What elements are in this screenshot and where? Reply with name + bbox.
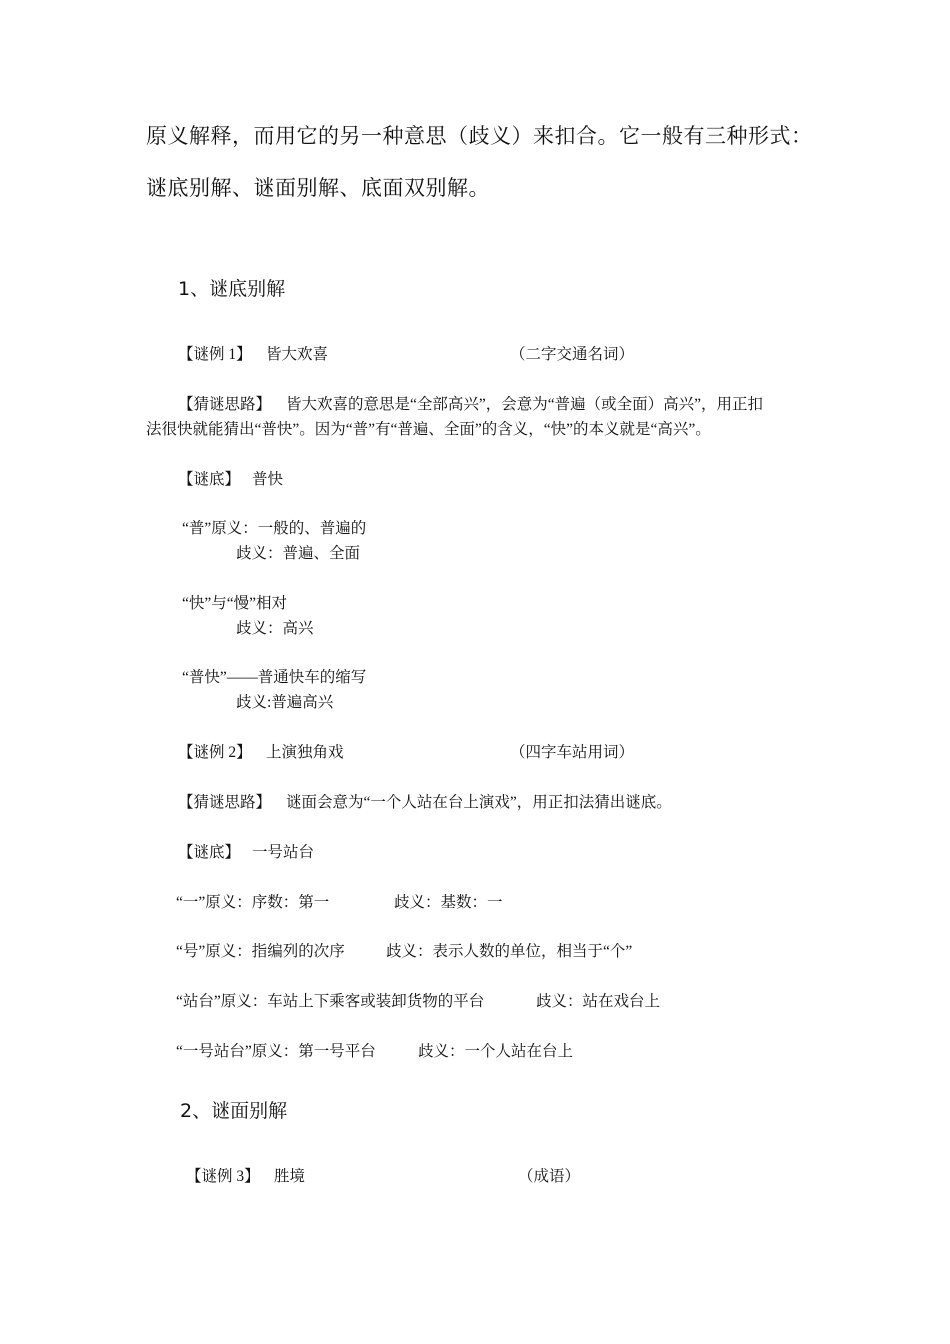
example-1-riddle: 皆大欢喜 [266, 346, 329, 363]
note-hao-ambiguity: 歧义：表示人数的单位，相当于“个” [386, 943, 633, 960]
example-3-riddle: 胜境 [274, 1168, 306, 1185]
example-1-approach-label: 【猜谜思路】 [178, 396, 272, 413]
example-2-label: 【谜例 2】 [178, 744, 252, 761]
note-yihaozhantai-original: “一号站台”原义：第一号平台 [176, 1043, 376, 1060]
example-2-approach: 谜面会意为“一个人站在台上演戏”，用正扣法猜出谜底。 [286, 794, 672, 811]
example-1-answer-label: 【谜底】 [178, 471, 241, 488]
note-zhantai-original: “站台”原义：车站上下乘客或装卸货物的平台 [176, 993, 485, 1010]
note-zhantai-ambiguity: 歧义：站在戏台上 [536, 993, 661, 1010]
example-1-label: 【谜例 1】 [178, 346, 252, 363]
example-2-hint: （四字车站用词） [510, 744, 635, 761]
example-2-answer: 一号站台 [252, 844, 315, 861]
note-pu-ambiguity: 歧义：普遍、全面 [236, 545, 361, 562]
example-1-answer: 普快 [252, 471, 284, 488]
example-3-label: 【谜例 3】 [186, 1168, 260, 1185]
note-yi-ambiguity: 歧义：基数：一 [394, 894, 503, 911]
example-1-approach-line-1: 皆大欢喜的意思是“全部高兴”，会意为“普遍（或全面）高兴”，用正扣 [286, 396, 764, 413]
note-kuai-original: “快”与“慢”相对 [182, 595, 288, 612]
intro-line-2: 谜底别解、谜面别解、底面双别解。 [146, 176, 490, 200]
note-pukuai-original: “普快”——普通快车的缩写 [182, 669, 367, 686]
example-1-hint: （二字交通名词） [510, 346, 635, 363]
note-yi-original: “一”原义：序数：第一 [176, 894, 330, 911]
note-pu-original: “普”原义：一般的、普遍的 [182, 520, 367, 537]
note-kuai-ambiguity: 歧义：高兴 [236, 620, 314, 637]
example-2-answer-label: 【谜底】 [178, 844, 241, 861]
example-3-hint: （成语） [518, 1168, 581, 1185]
example-2-riddle: 上演独角戏 [266, 744, 344, 761]
intro-line-1: 原义解释，而用它的另一种意思（歧义）来扣合。它一般有三种形式： [146, 124, 813, 148]
note-pukuai-ambiguity: 歧义:普遍高兴 [236, 694, 334, 711]
note-yihaozhantai-ambiguity: 歧义：一个人站在台上 [418, 1043, 574, 1060]
section-heading-2: 2、谜面别解 [180, 1100, 288, 1122]
example-1-approach-line-2: 法很快就能猜出“普快”。因为“普”有“普遍、全面”的含义，“快”的本义就是“高兴”。 [146, 421, 711, 438]
note-hao-original: “号”原义：指编列的次序 [176, 943, 345, 960]
example-2-approach-label: 【猜谜思路】 [178, 794, 272, 811]
section-heading-1: 1、谜底别解 [178, 278, 286, 300]
